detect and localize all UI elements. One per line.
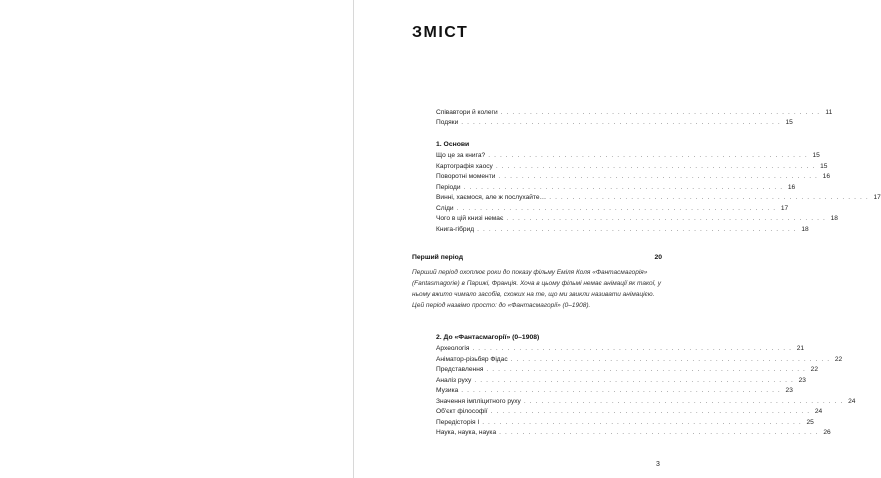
toc-entry[interactable]: [436, 355, 843, 364]
leader-dots: . . . . . . . . . . . . . . . . . . . . . . . . . . . . . . . . . . . . . . . . . . . . . . . . . . . . . . .: [490, 408, 811, 415]
toc-entry[interactable]: [436, 204, 789, 213]
part-entry[interactable]: [412, 253, 662, 262]
toc-entry-page: 16: [822, 173, 830, 180]
leader-dots: . . . . . . . . . . . . . . . . . . . . . . . . . . . . . . . . . . . . . . . . . . . . . . . . . . . . . . .: [499, 429, 819, 436]
leader-dots: . . . . . . . . . . . . . . . . . . . . . . . . . . . . . . . . . . . . . . . . . . . . . . . . . . . . . . .: [523, 397, 844, 405]
toc-entry-page: 24: [848, 397, 856, 405]
toc-entry[interactable]: [436, 386, 793, 395]
toc-entry-label: Археологія: [436, 345, 470, 352]
toc-entry-page: 24: [814, 408, 823, 415]
leader-dots: . . . . . . . . . . . . . . . . . . . . . . . . . . . . . . . . . . . . . . . . . . . . . . . . . . . . . . .: [456, 204, 777, 212]
toc-entry-page: 23: [785, 387, 793, 394]
toc-entry[interactable]: [436, 172, 830, 181]
leader-dots: . . . . . . . . . . . . . . . . . . . . . . . . . . . . . . . . . . . . . . . . . . . . . . . . . . . . . . .: [488, 152, 808, 159]
leader-dots: . . . . . . . . . . . . . . . . . . . . . . . . . . . . . . . . . . . . . . . . . . . . . . . . . . . . . . .: [463, 183, 784, 191]
toc-entry[interactable]: [436, 344, 805, 353]
toc-entry-label: Що це за книга?: [436, 152, 486, 159]
toc-entry[interactable]: [436, 376, 806, 385]
toc-entry-label: Представлення: [436, 366, 484, 373]
toc-entry-page: 17: [780, 204, 789, 212]
toc-entry[interactable]: [436, 365, 818, 374]
toc-entry-page: 26: [823, 429, 831, 436]
leader-dots: . . . . . . . . . . . . . . . . . . . . . . . . . . . . . . . . . . . . . . . . . . . . . . . . . . . . . . .: [498, 173, 818, 180]
chapter-heading[interactable]: 2. До «Фантасмагорії» (0–1908): [436, 334, 540, 341]
leader-dots: . . . . . . . . . . . . . . . . . . . . . . . . . . . . . . . . . . . . . . . . . . . . . . . . . . . . . . .: [461, 119, 781, 126]
toc-entry-label: Винні, хаємося, але ж послухайте…: [436, 194, 547, 201]
leader-dots: . . . . . . . . . . . . . . . . . . . . . . . . . . . . . . . . . . . . . . . . . . . . . . . . . . . . . . .: [477, 225, 797, 233]
toc-entry[interactable]: [436, 118, 793, 127]
toc-entry-page: 11: [825, 109, 833, 116]
toc-entry-label: Значення імпліцитного руху: [436, 397, 521, 405]
toc-entry-page: 18: [801, 225, 809, 233]
toc-entry-label: Картографія хаосу: [436, 162, 493, 170]
toc-entry[interactable]: [436, 151, 820, 160]
leader-dots: . . . . . . . . . . . . . . . . . . . . . . . . . . . . . . . . . . . . . . . . . . . . . . . . . . . . . . .: [500, 109, 821, 116]
toc-entry[interactable]: [436, 193, 881, 202]
toc-entry-page: 15: [812, 152, 820, 159]
toc-entry-label: Передісторія І: [436, 418, 480, 426]
part-description: Перший період охоплює роки до показу фільму Еміля Коля «Фантасмагорія» (Fantasmagorie) в Парижі, Франція. Хоча в цьому фільмі немає анімації як такої, у ньому вжито чимало засобів, схожих на те, що ми звикли називати анімацією. Цей період назвімо просто: до «Фантасмагорії» (0–1908).: [412, 269, 661, 310]
leader-dots: . . . . . . . . . . . . . . . . . . . . . . . . . . . . . . . . . . . . . . . . . . . . . . . . . . . . . . .: [510, 355, 831, 363]
leader-dots: . . . . . . . . . . . . . . . . . . . . . . . . . . . . . . . . . . . . . . . . . . . . . . . . . . . . . . .: [472, 345, 793, 352]
toc-entry-label: Аналіз руху: [436, 376, 472, 384]
toc-entry-page: 21: [796, 345, 805, 352]
toc-entry-label: Подяки: [436, 119, 459, 126]
toc-entry[interactable]: [436, 418, 814, 427]
left-page: [0, 0, 353, 478]
part-page: 20: [654, 254, 662, 261]
toc-entry-page: 25: [806, 418, 814, 426]
toc-entry[interactable]: [436, 183, 796, 192]
leader-dots: . . . . . . . . . . . . . . . . . . . . . . . . . . . . . . . . . . . . . . . . . . . . . . . . . . . . . . .: [482, 418, 802, 426]
toc-entry[interactable]: [436, 214, 838, 223]
toc-entry[interactable]: [436, 225, 809, 234]
leader-dots: . . . . . . . . . . . . . . . . . . . . . . . . . . . . . . . . . . . . . . . . . . . . . . . . . . . . . . .: [461, 387, 781, 394]
toc-entry-label: Чого в цій книзі немає: [436, 215, 504, 222]
toc-entry-page: 15: [785, 119, 793, 126]
leader-dots: . . . . . . . . . . . . . . . . . . . . . . . . . . . . . . . . . . . . . . . . . . . . . . . . . . . . . . .: [486, 366, 806, 373]
toc-entry-page: 16: [787, 183, 796, 191]
toc-entry-page: 17: [873, 194, 881, 201]
leader-dots: . . . . . . . . . . . . . . . . . . . . . . . . . . . . . . . . . . . . . . . . . . . . . . . . . . . . . . .: [506, 215, 826, 222]
toc-entry-label: Наука, наука, наука: [436, 429, 497, 436]
leader-dots: . . . . . . . . . . . . . . . . . . . . . . . . . . . . . . . . . . . . . . . . . . . . . . . . . . . . . . .: [495, 162, 816, 170]
toc-entry-page: 22: [810, 366, 818, 373]
toc-entry[interactable]: [436, 108, 833, 117]
toc-entry-page: 22: [834, 355, 843, 363]
leader-dots: . . . . . . . . . . . . . . . . . . . . . . . . . . . . . . . . . . . . . . . . . . . . . . . . . . . . . . .: [549, 194, 869, 201]
toc-entry-label: Сліди: [436, 204, 454, 212]
part-title: Перший період: [412, 254, 464, 261]
toc-entry-label: Книга-гібрид: [436, 225, 475, 233]
toc-entry-label: Об'єкт філософії: [436, 408, 488, 415]
leader-dots: . . . . . . . . . . . . . . . . . . . . . . . . . . . . . . . . . . . . . . . . . . . . . . . . . . . . . . .: [474, 376, 794, 384]
toc-entry[interactable]: [436, 407, 823, 416]
toc-entry-label: Періоди: [436, 183, 461, 191]
toc-entry[interactable]: [436, 428, 831, 437]
page-number: 3: [656, 461, 660, 468]
page-title: ЗМІСТ: [412, 24, 469, 41]
toc-entry-label: Аніматор-різьбяр Фідас: [436, 355, 508, 363]
toc-entry-label: Поворотні моменти: [436, 173, 496, 180]
toc-entry[interactable]: [436, 162, 828, 171]
toc-entry-page: 18: [830, 215, 838, 222]
toc-entry-page: 15: [820, 162, 828, 170]
toc-entry-page: 23: [798, 376, 806, 384]
toc-entry-label: Музика: [436, 387, 459, 394]
chapter-heading[interactable]: 1. Основи: [436, 141, 470, 148]
toc-entry[interactable]: [436, 397, 856, 406]
toc-entry-label: Співавтори й колеги: [436, 109, 498, 116]
